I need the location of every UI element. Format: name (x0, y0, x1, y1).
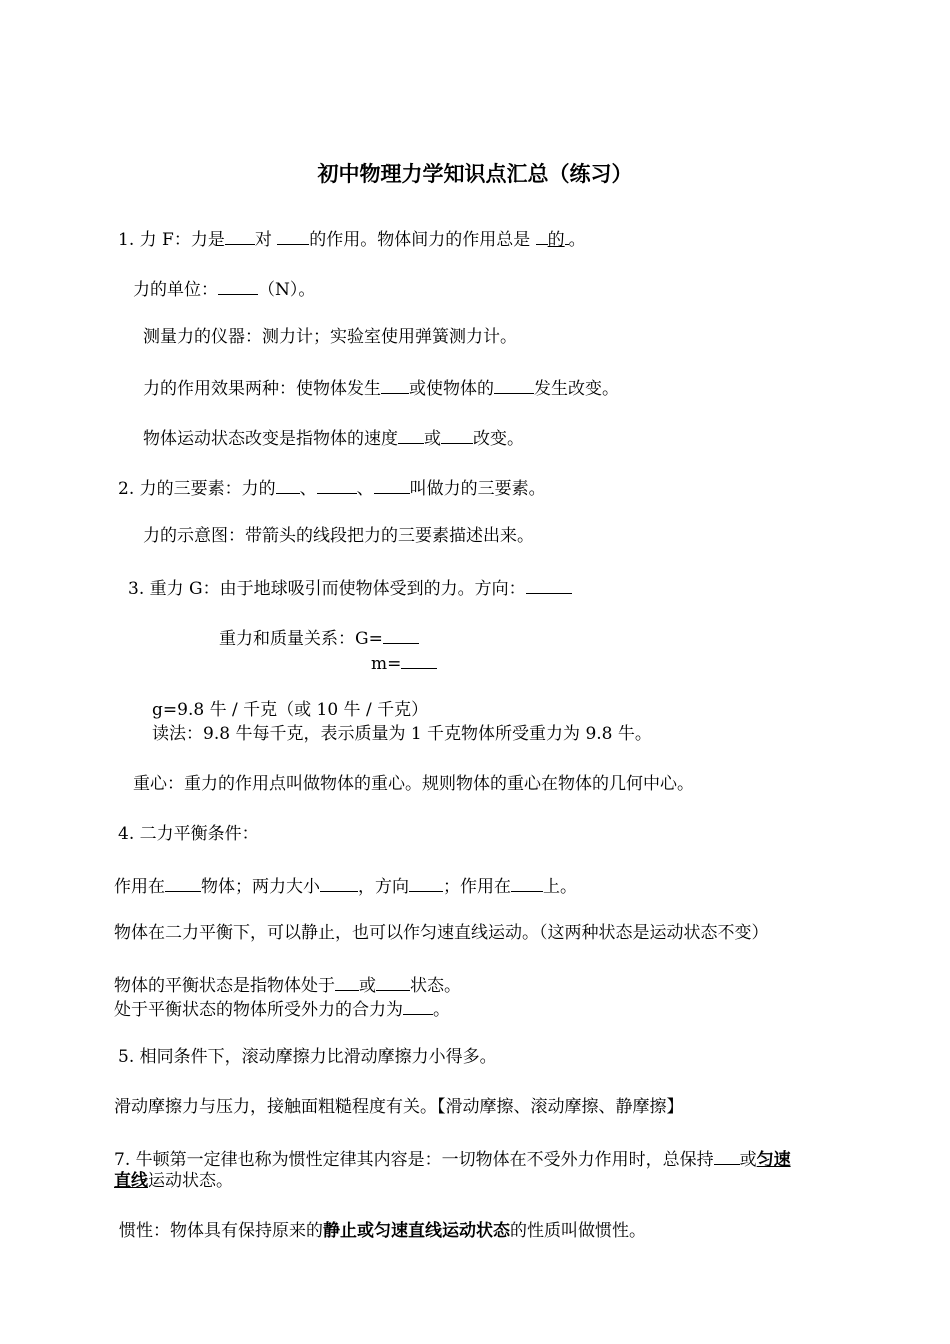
newton-first-law-line (114, 1146, 791, 1171)
text: 或 (424, 429, 441, 449)
text: 改变。 (473, 429, 524, 449)
text: 处于平衡状态的物体所受外力的合力为 (114, 1000, 403, 1020)
g-value-line: g=9.8 牛 / 千克（或 10 牛 / 千克） (152, 700, 429, 720)
fill-blank (276, 475, 300, 494)
fill-blank (409, 873, 443, 892)
fill-blank (511, 873, 543, 892)
bold-answer: 静止或匀速直线运动状态 (323, 1221, 510, 1241)
text: 3. 重力 G：由于地球吸引而使物体受到的力。方向： (128, 579, 526, 599)
balance-heading: 4. 二力平衡条件： (118, 824, 259, 844)
fill-blank (317, 475, 357, 494)
text: 状态。 (410, 976, 461, 996)
bold-underlined-answer: 匀速 (756, 1150, 791, 1170)
text: 力的作用效果两种：使物体发生 (143, 379, 381, 399)
center-of-gravity-line: 重心：重力的作用点叫做物体的重心。规则物体的重心在物体的几何中心。 (133, 774, 694, 794)
text: 的作用。物体间力的作用总是 (309, 230, 531, 250)
rolling-friction-line: 5. 相同条件下，滚动摩擦力比滑动摩擦力小得多。 (118, 1047, 497, 1067)
balance-state-line: 物体在二力平衡下，可以静止，也可以作匀速直线运动。（这两种状态是运动状态不变） (114, 923, 769, 943)
fill-blank (714, 1146, 740, 1165)
instrument-line: 测量力的仪器：测力计；实验室使用弹簧测力计。 (143, 327, 517, 347)
text: m= (371, 654, 402, 674)
fill-blank (335, 972, 359, 991)
motion-state-line (143, 425, 524, 450)
three-elements-line (118, 475, 546, 500)
fill-blank (381, 375, 409, 394)
fill-blank (536, 226, 548, 245)
text: 、 (299, 479, 317, 499)
text: 或使物体的 (409, 379, 494, 399)
text: 物体运动状态改变是指物体的速度 (143, 429, 398, 449)
page-title: 初中物理力学知识点汇总（练习） (317, 161, 633, 186)
mass-formula (371, 650, 437, 675)
force-definition-line (118, 226, 586, 251)
text: 上。 (543, 877, 577, 897)
force-effect-line (143, 375, 619, 400)
underlined-answer: 的 (547, 230, 565, 250)
equilibrium-state-line (114, 972, 461, 997)
gravity-mass-relation (219, 625, 419, 650)
newton-first-law-cont (114, 1170, 233, 1192)
g-reading-line: 读法：9.8 牛每千克，表示质量为 1 千克物体所受重力为 9.8 牛。 (152, 724, 652, 744)
text: 物体的平衡状态是指物体处于 (114, 976, 335, 996)
text: 发生改变。 (534, 379, 619, 399)
text: 运动状态。 (148, 1171, 233, 1191)
balance-conditions-line (114, 873, 577, 898)
text: 1. 力 F：力是 (118, 230, 225, 250)
text: 或 (739, 1150, 757, 1170)
fill-blank (320, 873, 358, 892)
sliding-friction-line: 滑动摩擦力与压力，接触面粗糙程度有关。【滑动摩擦、滚动摩擦、静摩擦】 (114, 1097, 684, 1117)
text: 对 (254, 230, 272, 250)
text: 惯性：物体具有保持原来的 (119, 1221, 323, 1241)
text: ，方向 (358, 877, 409, 897)
bold-underlined-answer: 直线 (114, 1171, 148, 1191)
text: 物体；两力大小 (201, 877, 320, 897)
fill-blank (218, 276, 258, 295)
text: 重力和质量关系：G= (219, 629, 383, 649)
text: 2. 力的三要素：力的 (118, 479, 276, 499)
text: 。 (568, 230, 586, 250)
text: 、 (356, 479, 374, 499)
text: 或 (359, 976, 376, 996)
text: 。 (433, 1000, 450, 1020)
net-force-line (114, 996, 450, 1021)
fill-blank (441, 425, 473, 444)
text: 作用在 (114, 877, 165, 897)
fill-blank (403, 996, 433, 1015)
fill-blank (526, 575, 572, 594)
text: ；作用在 (443, 877, 511, 897)
fill-blank (398, 425, 424, 444)
text: （N）。 (258, 280, 316, 300)
fill-blank (225, 226, 255, 245)
inertia-line (119, 1220, 646, 1242)
text: 力的单位： (133, 280, 218, 300)
fill-blank (383, 625, 419, 644)
text: 7. 牛顿第一定律也称为惯性定律其内容是：一切物体在不受外力作用时，总保持 (114, 1150, 714, 1170)
fill-blank (165, 873, 201, 892)
fill-blank (494, 375, 534, 394)
fill-blank (401, 650, 437, 669)
fill-blank (376, 972, 410, 991)
text: 叫做力的三要素。 (409, 479, 546, 499)
force-diagram-line: 力的示意图：带箭头的线段把力的三要素描述出来。 (143, 526, 534, 546)
force-unit-line (133, 276, 315, 301)
fill-blank (277, 226, 309, 245)
text: 的性质叫做惯性。 (510, 1221, 646, 1241)
fill-blank (374, 475, 410, 494)
gravity-line (128, 575, 572, 600)
